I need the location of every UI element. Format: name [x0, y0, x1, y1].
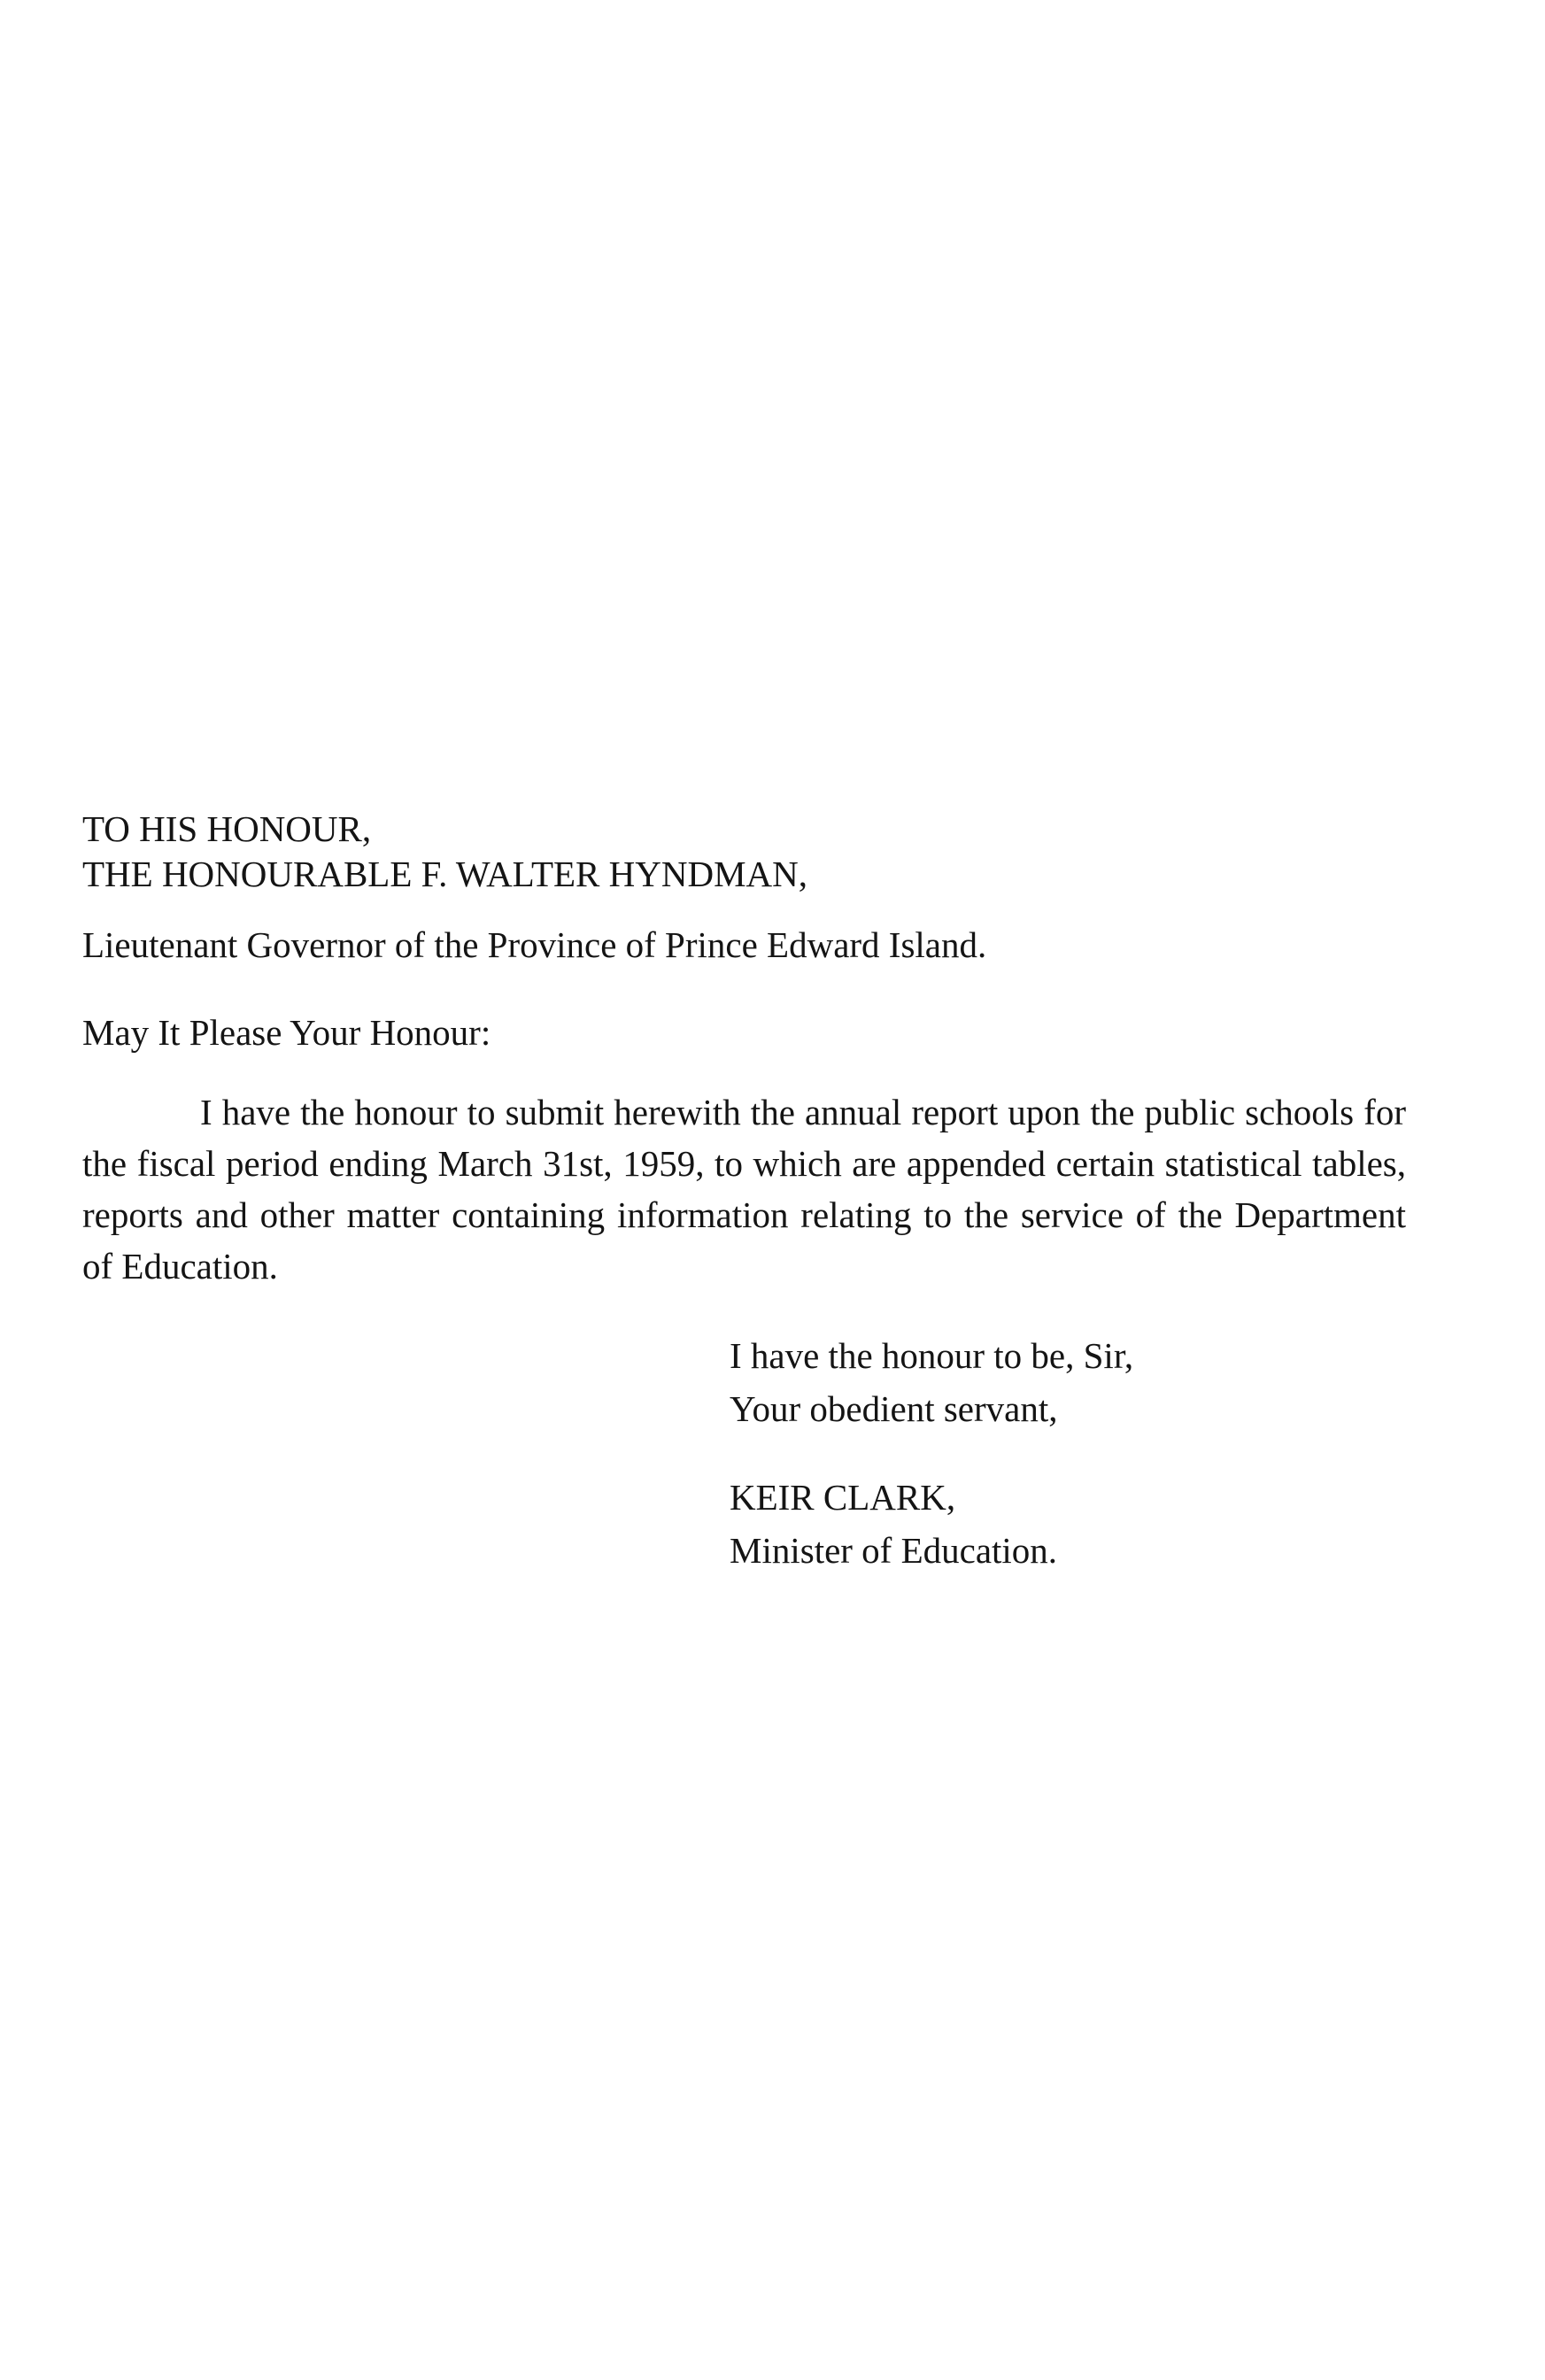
closing-line-2: Your obedient servant, [730, 1388, 1058, 1429]
addressee-line-1: TO HIS HONOUR, [82, 808, 372, 849]
addressee-line-3: Lieutenant Governor of the Province of Prince Edward Island. [82, 924, 987, 965]
body-paragraph: I have the honour to submit herewith the annual report upon the public schools for the fiscal period ending March 31st, 1959, to which are appended certain statistical tables, reports and other matter containing information relating to the service of the Department of Education. [82, 1092, 1406, 1287]
signature-name: KEIR CLARK, [730, 1477, 956, 1518]
signature-title: Minister of Education. [730, 1530, 1058, 1571]
closing-line-1: I have the honour to be, Sir, [730, 1335, 1134, 1376]
salutation: May It Please Your Honour: [82, 1012, 491, 1053]
addressee-line-2: THE HONOURABLE F. WALTER HYNDMAN, [82, 854, 807, 894]
